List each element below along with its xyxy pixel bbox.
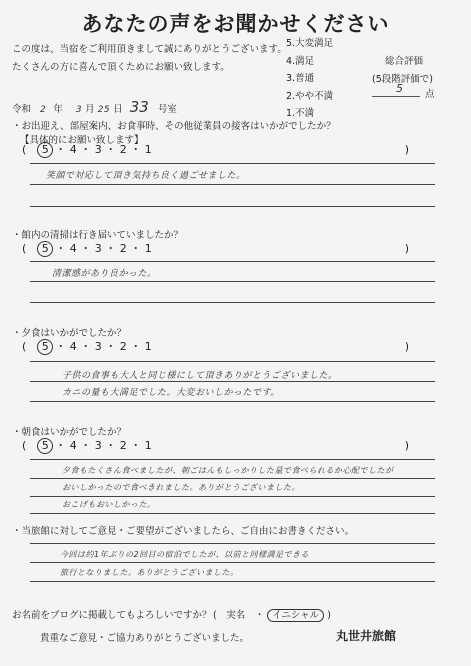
q4-answer-3: おこげもおいしかった。	[62, 500, 156, 509]
q4-rating: ( 5 ・ 4 ・ 3 ・ 2 ・ 1 )	[22, 439, 410, 452]
q4-question: ・朝食はいかがでしたか？	[12, 427, 127, 438]
q2-question: ・館内の清掃は行き届いていましたか？	[12, 230, 184, 241]
q2-line-3	[30, 302, 435, 303]
q5-question: ・当旅館に対してご意見・ご要望がございましたら、ご自由にお書きください。	[12, 526, 355, 537]
q1-detail-label: 【具体的にお願い致します】	[20, 135, 144, 146]
q1-line-1	[30, 163, 435, 164]
scale-item-3: 3.普通	[286, 73, 315, 84]
q3-rating-selected: 5	[37, 339, 53, 355]
q4-rating-rest: ・ 4 ・ 3 ・ 2 ・ 1	[55, 439, 152, 452]
initial-option-selected: イニシャル	[267, 609, 324, 622]
scale-item-1: 1.不満	[286, 108, 315, 119]
inn-name: 丸世井旅館	[336, 629, 397, 643]
q5-answer-1: 今回は約1年ぶりの2回目の宿泊でしたが、以前と同様満足できる	[60, 550, 310, 559]
q4-line-2	[30, 478, 435, 479]
page-title: あなたの声をお聞かせください	[81, 11, 390, 36]
q3-rating-rest: ・ 4 ・ 3 ・ 2 ・ 1	[55, 340, 152, 353]
q1-rating-rest: ・ 4 ・ 3 ・ 2 ・ 1	[55, 143, 152, 156]
overall-underline	[372, 96, 420, 97]
overall-value: 5	[396, 82, 403, 95]
overall-sub: (5段階評価で)	[372, 74, 433, 85]
day-unit: 日	[113, 104, 123, 115]
q4-answer-1: 夕食もたくさん食べましたが、朝ごはんもしっかりした量で食べられるか心配でしたが	[62, 466, 394, 475]
q1-question: ・お出迎え、部屋案内、お食事時、その他従業員の接客はいかがでしたか？	[12, 121, 336, 132]
month-unit: 月	[85, 104, 95, 115]
intro-line-1: この度は、当宿をご利用頂きまして誠にありがとうございます。	[12, 44, 287, 55]
room-value: 33	[129, 98, 149, 116]
q2-rating-selected: 5	[37, 241, 53, 257]
q3-line-3	[30, 401, 435, 402]
q5-line-1	[30, 543, 435, 544]
q1-line-3	[30, 206, 435, 207]
q4-rating-selected: 5	[37, 438, 53, 454]
era: 令和	[12, 104, 32, 115]
q1-answer-1: 笑顔で対応して頂き気持ち良く過ごせました。	[46, 171, 246, 181]
q3-rating: ( 5 ・ 4 ・ 3 ・ 2 ・ 1 )	[22, 340, 410, 353]
blog-question: お名前をブログに掲載してもよろしいですか？	[12, 610, 212, 621]
date-line	[12, 98, 177, 116]
q2-line-1	[30, 261, 435, 262]
intro-line-2: たくさんの方に喜んで頂くためにお願い致します。	[12, 62, 230, 73]
q2-line-2	[30, 281, 435, 282]
blog-permission	[213, 607, 331, 621]
thanks-message: 貴重なご意見・ご協力ありがとうございました。	[40, 633, 250, 644]
q3-line-2	[30, 381, 435, 382]
q4-line-4	[30, 513, 435, 514]
day-value: 25	[97, 105, 111, 115]
q5-answer-2: 旅行となりました。ありがとうございました。	[60, 568, 239, 577]
month-value: 3	[75, 105, 83, 115]
scale-item-5: 5.大変満足	[286, 38, 334, 49]
q1-rating-selected: 5	[37, 142, 53, 158]
q4-line-3	[30, 496, 435, 497]
q2-rating: ( 5 ・ 4 ・ 3 ・ 2 ・ 1 )	[22, 242, 410, 255]
overall-unit: 点	[425, 89, 435, 100]
q5-line-2	[30, 562, 435, 563]
q1-rating: ( 5 ・ 4 ・ 3 ・ 2 ・ 1 )	[22, 143, 410, 156]
year-value: 2	[40, 105, 47, 115]
q3-line-1	[30, 361, 435, 362]
real-name-option: ( 実名 ・	[213, 610, 265, 621]
q1-line-2	[30, 184, 435, 185]
q3-answer-2: カニの量も大満足でした。大変おいしかったです。	[62, 388, 280, 398]
overall-label: 総合評価	[385, 56, 424, 67]
q2-rating-rest: ・ 4 ・ 3 ・ 2 ・ 1	[55, 242, 152, 255]
q3-answer-1: 子供の食事も大人と同じ様にして頂きありがとうございました。	[62, 371, 338, 381]
q4-answer-2: おいしかったので食べきれました。ありがとうございました。	[62, 483, 300, 492]
year-unit: 年	[53, 104, 63, 115]
room-unit: 号室	[157, 104, 177, 115]
q4-line-1	[30, 459, 435, 460]
scale-item-4: 4.満足	[286, 55, 315, 67]
rating-scale-legend	[286, 35, 333, 123]
q3-question: ・夕食はいかがでしたか？	[12, 328, 127, 339]
q2-answer-1: 清潔感があり良かった。	[52, 269, 157, 279]
scale-item-2: 2.やや不満	[286, 90, 334, 102]
q5-line-3	[30, 581, 435, 582]
close-paren: )	[327, 610, 331, 621]
